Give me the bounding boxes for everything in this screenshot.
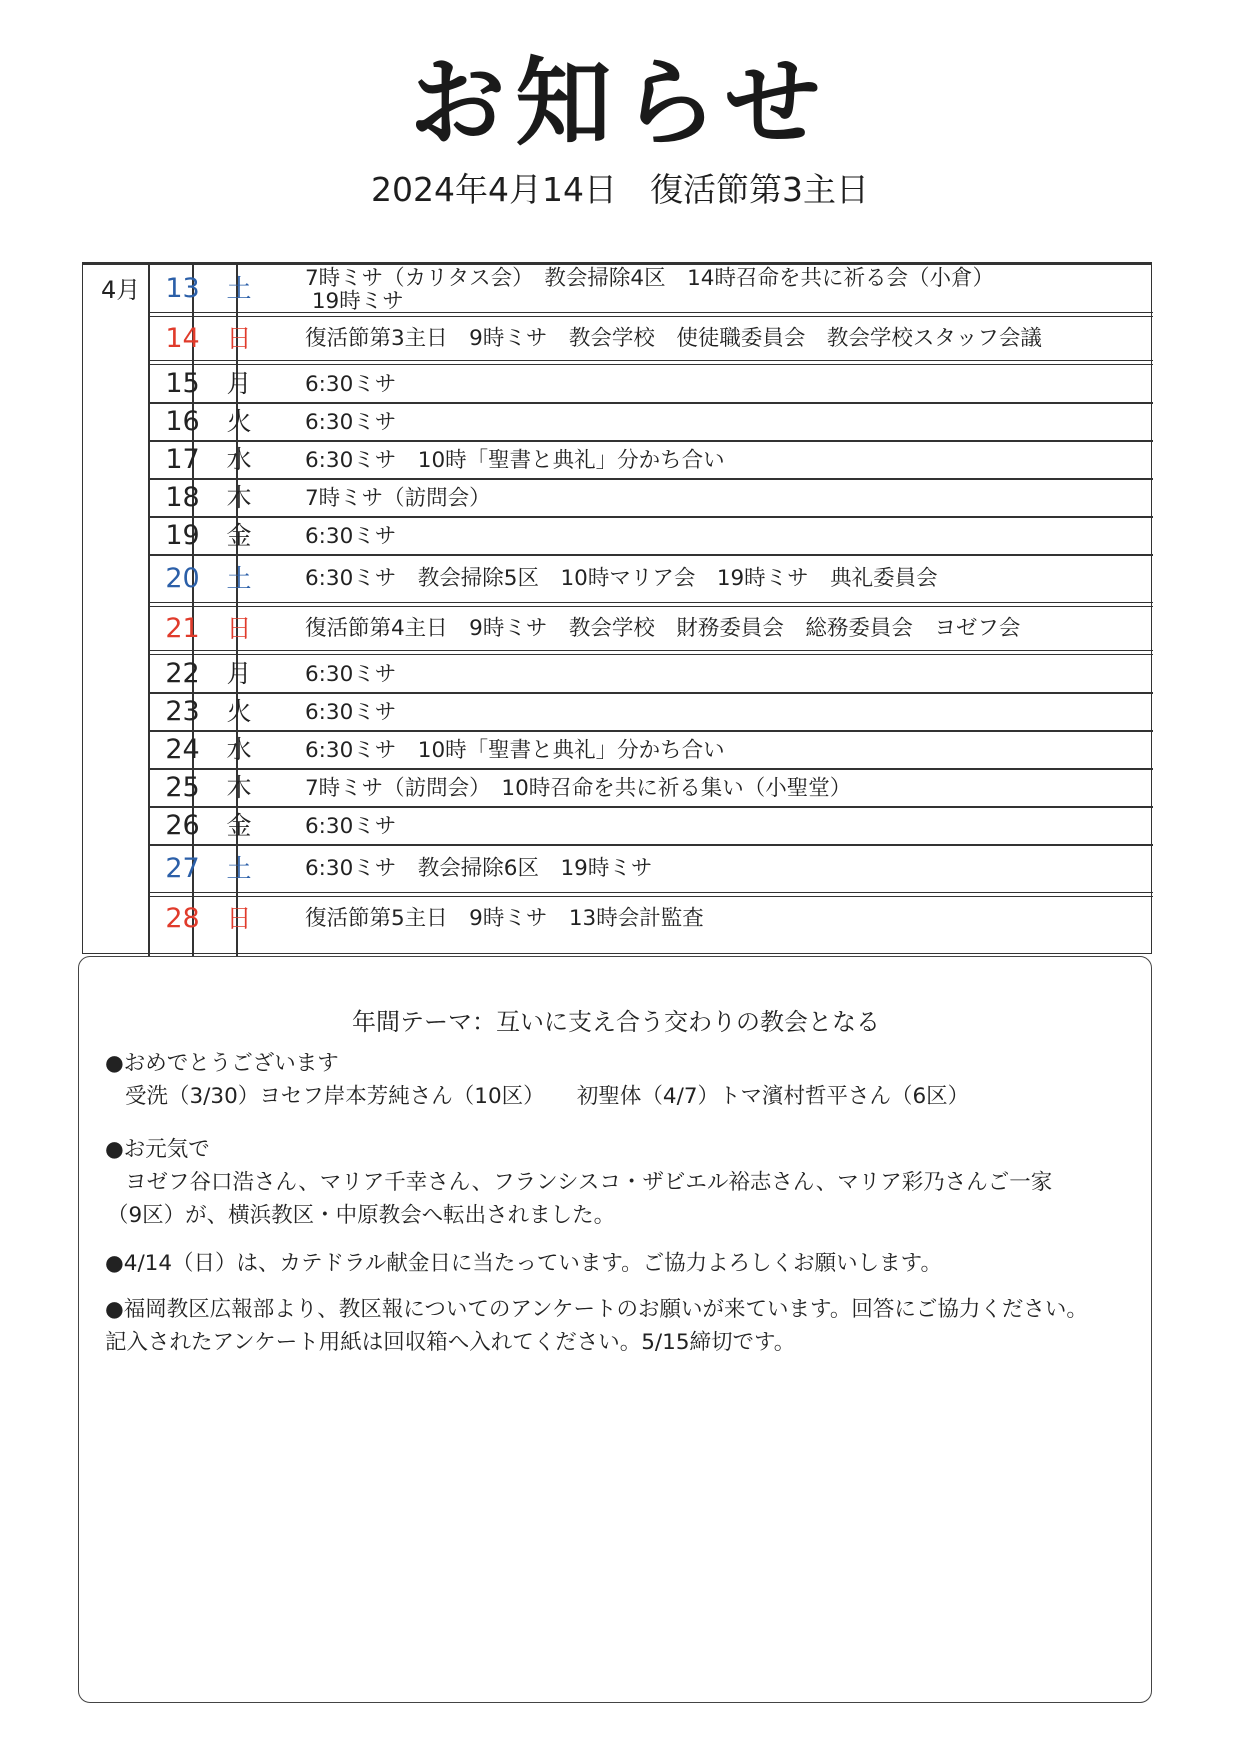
survey-line-1: ●福岡教区広報部より、教区報についてのアンケートのお願いが来ています。回答にご協力ください。 — [105, 1297, 1088, 1322]
farewell-heading: ●お元気で — [105, 1137, 210, 1162]
schedule-row — [150, 769, 1153, 807]
event-text: 6:30ミサ — [305, 699, 397, 725]
schedule-row — [150, 897, 1153, 940]
weekday-label: 水 — [226, 735, 252, 764]
event-text: 7時ミサ（訪問会） 10時召命を共に祈る集い（小聖堂） — [305, 775, 852, 801]
day-number: 20 — [165, 563, 200, 594]
event-text: 7時ミサ（訪問会） — [305, 485, 491, 511]
weekday-label: 木 — [226, 773, 252, 802]
weekday-label: 火 — [226, 697, 252, 726]
day-number: 13 — [165, 273, 200, 304]
cathedral-notice: ●4/14（日）は、カテドラル献金日に当たっています。ご協力よろしくお願いします。 — [105, 1251, 942, 1276]
farewell-line-2: （9区）が、横浜教区・中原教会へ転出されました。 — [107, 1203, 616, 1228]
schedule-row — [150, 845, 1153, 892]
schedule-row — [150, 365, 1153, 403]
event-text: 6:30ミサ — [305, 523, 397, 549]
schedule-table — [82, 262, 1152, 954]
event-text: 復活節第5主日 9時ミサ 13時会計監査 — [305, 906, 704, 931]
event-text: 7時ミサ（カリタス会） 教会掃除4区 14時召命を共に祈る会（小倉） 19時ミサ — [305, 266, 994, 314]
congrats-heading: ●おめでとうございます — [105, 1051, 339, 1076]
event-text: 復活節第3主日 9時ミサ 教会学校 使徒職委員会 教会学校スタッフ会議 — [305, 326, 1042, 351]
weekday-label: 月 — [226, 659, 252, 688]
day-number: 21 — [165, 613, 200, 644]
weekday-label: 火 — [226, 407, 252, 436]
event-text: 6:30ミサ 教会掃除5区 10時マリア会 19時ミサ 典礼委員会 — [305, 566, 938, 591]
page-title: お知らせ — [409, 47, 831, 159]
weekday-label: 木 — [226, 483, 252, 512]
schedule-row — [150, 555, 1153, 602]
event-text: 6:30ミサ — [305, 813, 397, 839]
schedule-row — [150, 317, 1153, 360]
weekday-label: 金 — [226, 811, 252, 840]
schedule-row — [150, 403, 1153, 441]
annual-theme: 年間テーマ：互いに支え合う交わりの教会となる — [352, 1008, 880, 1036]
event-text: 6:30ミサ 10時「聖書と典礼」分かち合い — [305, 737, 725, 763]
event-text: 6:30ミサ — [305, 661, 397, 687]
schedule-row — [150, 693, 1153, 731]
event-text: 6:30ミサ 教会掃除6区 19時ミサ — [305, 856, 653, 881]
notice-box — [78, 956, 1152, 1703]
weekday-label: 土 — [226, 854, 252, 883]
event-text: 6:30ミサ — [305, 409, 397, 435]
schedule-row — [150, 265, 1153, 312]
day-number: 24 — [165, 734, 200, 765]
schedule-row — [150, 807, 1153, 845]
day-number: 19 — [165, 520, 200, 551]
event-text: 6:30ミサ 10時「聖書と典礼」分かち合い — [305, 447, 725, 473]
weekday-label: 日 — [226, 904, 252, 933]
day-number: 18 — [165, 482, 200, 513]
schedule-row — [150, 731, 1153, 769]
schedule-row — [150, 479, 1153, 517]
weekday-label: 土 — [226, 274, 252, 303]
weekday-label: 水 — [226, 445, 252, 474]
day-number: 28 — [165, 903, 200, 934]
weekday-label: 日 — [226, 614, 252, 643]
event-text: 6:30ミサ — [305, 371, 397, 397]
schedule-row — [150, 517, 1153, 555]
schedule-row — [150, 655, 1153, 693]
day-number: 14 — [165, 323, 200, 354]
month-label: 4月 — [101, 276, 141, 304]
day-number: 17 — [165, 444, 200, 475]
weekday-label: 土 — [226, 564, 252, 593]
day-number: 25 — [165, 772, 200, 803]
day-number: 26 — [165, 810, 200, 841]
weekday-label: 金 — [226, 521, 252, 550]
day-number: 15 — [165, 368, 200, 399]
congrats-body: 受洗（3/30）ヨセフ岸本芳純さん（10区） 初聖体（4/7）トマ濱村哲平さん（6区） — [125, 1084, 970, 1109]
page-subtitle: 2024年4月14日 復活節第3主日 — [371, 170, 869, 209]
day-number: 16 — [165, 406, 200, 437]
day-number: 23 — [165, 696, 200, 727]
event-text: 復活節第4主日 9時ミサ 教会学校 財務委員会 総務委員会 ヨゼフ会 — [305, 616, 1021, 641]
weekday-label: 月 — [226, 369, 252, 398]
schedule-row — [150, 607, 1153, 650]
weekday-label: 日 — [226, 324, 252, 353]
farewell-line-1: ヨゼフ谷口浩さん、マリア千幸さん、フランシスコ・ザビエル裕志さん、マリア彩乃さんご一家 — [125, 1170, 1053, 1195]
schedule-row — [150, 441, 1153, 479]
survey-line-2: 記入されたアンケート用紙は回収箱へ入れてください。5/15締切です。 — [105, 1330, 796, 1355]
day-number: 22 — [165, 658, 200, 689]
day-number: 27 — [165, 853, 200, 884]
